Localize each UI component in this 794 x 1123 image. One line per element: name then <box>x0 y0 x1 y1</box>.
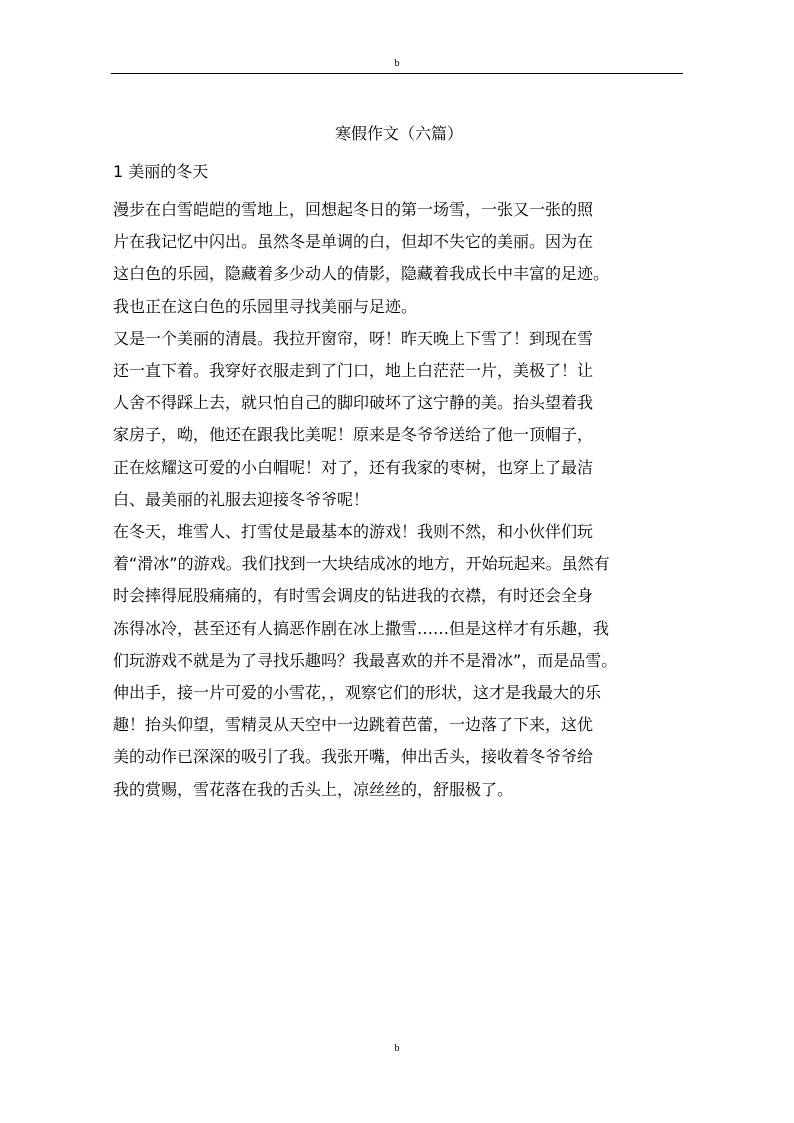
page-header-mark: b <box>394 58 400 69</box>
paragraph-line: 在冬天，堆雪人、打雪仗是最基本的游戏！我则不然，和小伙伴们玩 <box>113 522 594 542</box>
document-body <box>113 118 685 806</box>
paragraph-1 <box>113 194 685 323</box>
paragraph-line: 我的赏赐，雪花落在我的舌头上，凉丝丝的，舒服极了。 <box>113 779 514 799</box>
paragraph-line: 还一直下着。我穿好衣服走到了门口，地上白茫茫一片，美极了！让 <box>113 361 594 381</box>
header-divider <box>111 73 683 74</box>
paragraph-line: 们玩游戏不就是为了寻找乐趣吗？我最喜欢的并不是滑冰”，而是品雪。 <box>113 650 618 670</box>
page-footer-mark: b <box>394 1043 400 1054</box>
paragraph-line: 伸出手，接一片可爱的小雪花，，观察它们的形状，这才是我最大的乐 <box>113 683 602 703</box>
paragraph-line: 着“滑冰”的游戏。我们找到一大块结成冰的地方，开始玩起来。虽然有 <box>113 554 610 574</box>
paragraph-line: 人舍不得踩上去，就只怕自己的脚印破坏了这宁静的美。抬头望着我 <box>113 393 594 413</box>
document-title: 寒假作文（六篇） <box>334 124 463 143</box>
paragraph-line: 美的动作已深深的吸引了我。我张开嘴，伸出舌头，接收着冬爷爷给 <box>113 747 594 767</box>
paragraph-line: 这白色的乐园，隐藏着多少动人的倩影，隐藏着我成长中丰富的足迹。 <box>113 264 610 284</box>
paragraph-line: 时会摔得屁股痛痛的，有时雪会调皮的钻进我的衣襟，有时还会全身 <box>113 586 594 606</box>
paragraph-3 <box>113 516 685 806</box>
paragraph-line: 正在炫耀这可爱的小白帽呢！对了，还有我家的枣树，也穿上了最洁 <box>113 457 594 477</box>
section-heading: 1 美丽的冬天 <box>113 162 209 181</box>
paragraph-line: 趣！抬头仰望，雪精灵从天空中一边跳着芭蕾，一边落了下来，这优 <box>113 715 594 735</box>
paragraph-line: 白、最美丽的礼服去迎接冬爷爷呢！ <box>113 489 370 509</box>
paragraph-line: 我也正在这白色的乐园里寻找美丽与足迹。 <box>113 296 418 316</box>
paragraph-line: 家房子，呦，他还在跟我比美呢！原来是冬爷爷送给了他一顶帽子， <box>113 425 594 445</box>
paragraph-line: 冻得冰冷，甚至还有人搞恶作剧在冰上撒雪……但是这样才有乐趣，我 <box>113 618 610 638</box>
paragraph-line: 又是一个美丽的清晨。我拉开窗帘，呀！昨天晚上下雪了！到现在雪 <box>113 328 594 348</box>
paragraph-line: 漫步在白雪皑皑的雪地上，回想起冬日的第一场雪，一张又一张的照 <box>113 200 594 219</box>
paragraph-line: 片在我记忆中闪出。虽然冬是单调的白，但却不失它的美丽。因为在 <box>113 232 594 252</box>
paragraph-2 <box>113 323 685 516</box>
